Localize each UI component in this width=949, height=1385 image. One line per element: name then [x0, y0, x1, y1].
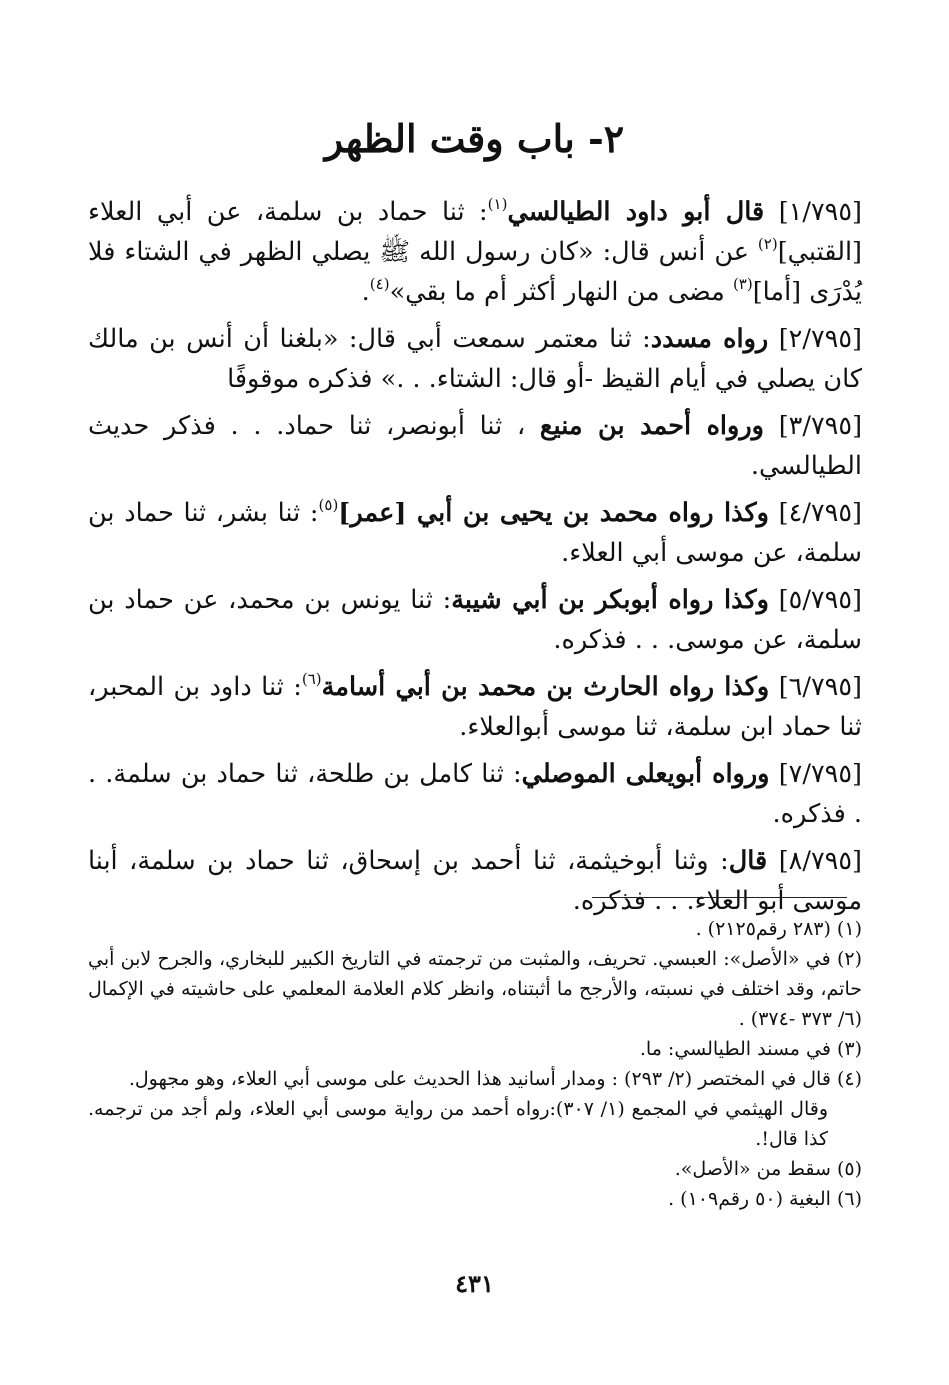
hadith-paragraph-6: [88, 667, 862, 747]
hadith-text: : ثنا بشر، ثنا حماد بن سلمة، عن موسى أبي العلاء.: [88, 498, 862, 568]
footnote-separator: [592, 897, 847, 898]
footnote-1: (١) (٢٨٣ رقم٢١٢٥) .: [695, 918, 862, 940]
narrator-name: قال أبو داود الطيالسي: [507, 197, 765, 227]
footnote-2: (٢) في «الأصل»: العبسي. تحريف، والمثبت من ترجمته في التاريخ الكبير للبخاري، والجرح لابن أبي حاتم، وقد اختلف في نسبته، والأرجح ما أثبتناه، وانظر كلام العلامة المعلمي على حاشيته في الإكمال (٦/ ٣٧٣ -٣٧٤) .: [88, 948, 862, 1030]
footnote-4: (٤) قال في المختصر (٢/ ٢٩٣) : ومدار أسانيد هذا الحديث على موسى أبي العلاء، وهو مجهول.: [128, 1068, 862, 1090]
hadith-ref: [٨/٧٩٥]: [767, 846, 862, 876]
hadith-paragraph-2: [88, 319, 862, 399]
hadith-text: : ثنا داود بن المحبر، ثنا حماد ابن سلمة، ثنا موسى أبوالعلاء.: [88, 672, 862, 742]
hadith-ref: [٤/٧٩٥]: [768, 498, 862, 528]
footnote-6: (٦) البغية (٥٠ رقم١٠٩) .: [668, 1188, 862, 1210]
narrator-name: رواه مسدد: [650, 324, 769, 354]
footnote-4-continuation: وقال الهيثمي في المجمع (١/ ٣٠٧):رواه أحمد من رواية موسى أبي العلاء، ولم أجد من ترجمه. كذا قال!.: [88, 1098, 828, 1150]
narrator-name: وكذا رواه الحارث بن محمد بن أبي أسامة: [321, 672, 770, 702]
narrator-name: وكذا رواه أبوبكر بن أبي شيبة: [451, 585, 769, 615]
hadith-text: عن أنس قال: «كان رسول الله ﷺ يصلي الظهر في الشتاء فلا يُدْرَى [أما]: [88, 237, 862, 307]
footnote-marker: (٣): [732, 275, 753, 293]
hadith-ref: [٣/٧٩٥]: [763, 411, 863, 441]
hadith-paragraph-8: [88, 841, 862, 921]
hadith-text: : ثنا كامل بن طلحة، ثنا حماد بن سلمة. . . فذكره.: [88, 759, 862, 829]
narrator-name: ورواه أحمد بن منيع: [539, 411, 764, 441]
footnote-5: (٥) سقط من «الأصل».: [674, 1158, 862, 1180]
footnote-marker: (٥): [318, 496, 339, 514]
footnotes: [88, 914, 862, 1214]
page-number: ٤٣١: [455, 1269, 494, 1298]
hadith-text: .: [361, 277, 370, 307]
footnote-marker: (٢): [757, 235, 778, 253]
main-text: [88, 192, 862, 928]
narrator-name: ورواه أبويعلى الموصلي: [521, 759, 770, 789]
footnote-marker: (١): [487, 195, 508, 213]
hadith-paragraph-5: [88, 580, 862, 660]
hadith-text: : وثنا أبوخيثمة، ثنا أحمد بن إسحاق، ثنا حماد بن سلمة، أبنا موسى أبو العلاء. . . فذكره.: [88, 846, 862, 916]
hadith-paragraph-4: [88, 493, 862, 573]
narrator-name: قال: [728, 846, 768, 876]
hadith-ref: [٥/٧٩٥]: [768, 585, 862, 615]
hadith-text: : ثنا حماد بن سلمة، عن أبي العلاء [القتبي]: [88, 197, 862, 267]
footnote-marker: (٦): [301, 670, 322, 688]
hadith-paragraph-7: [88, 754, 862, 834]
hadith-ref: [١/٧٩٥]: [764, 197, 862, 227]
footnote-marker: (٤): [369, 275, 390, 293]
hadith-ref: [٧/٧٩٥]: [769, 759, 862, 789]
footnote-3: (٣) في مسند الطيالسي: ما.: [639, 1038, 862, 1060]
hadith-ref: [٢/٧٩٥]: [768, 324, 862, 354]
hadith-paragraph-1: [88, 192, 862, 312]
hadith-text: : ثنا معتمر سمعت أبي قال: «بلغنا أن أنس بن مالك كان يصلي في أيام القيظ -أو قال: الشتاء. . .» فذكره موقوفًا: [88, 324, 862, 394]
hadith-ref: [٦/٧٩٥]: [769, 672, 862, 702]
hadith-text: : ثنا يونس بن محمد، عن حماد بن سلمة، عن موسى. . . فذكره.: [88, 585, 862, 655]
hadith-paragraph-3: [88, 406, 862, 486]
chapter-title: ٢- باب وقت الظهر: [324, 116, 625, 161]
hadith-text: ، ثنا أبونصر، ثنا حماد. . . فذكر حديث الطيالسي.: [88, 411, 862, 481]
hadith-text: مضى من النهار أكثر أم ما بقي»: [389, 277, 733, 307]
narrator-name: وكذا رواه محمد بن يحيى بن أبي [عمر]: [338, 498, 769, 528]
